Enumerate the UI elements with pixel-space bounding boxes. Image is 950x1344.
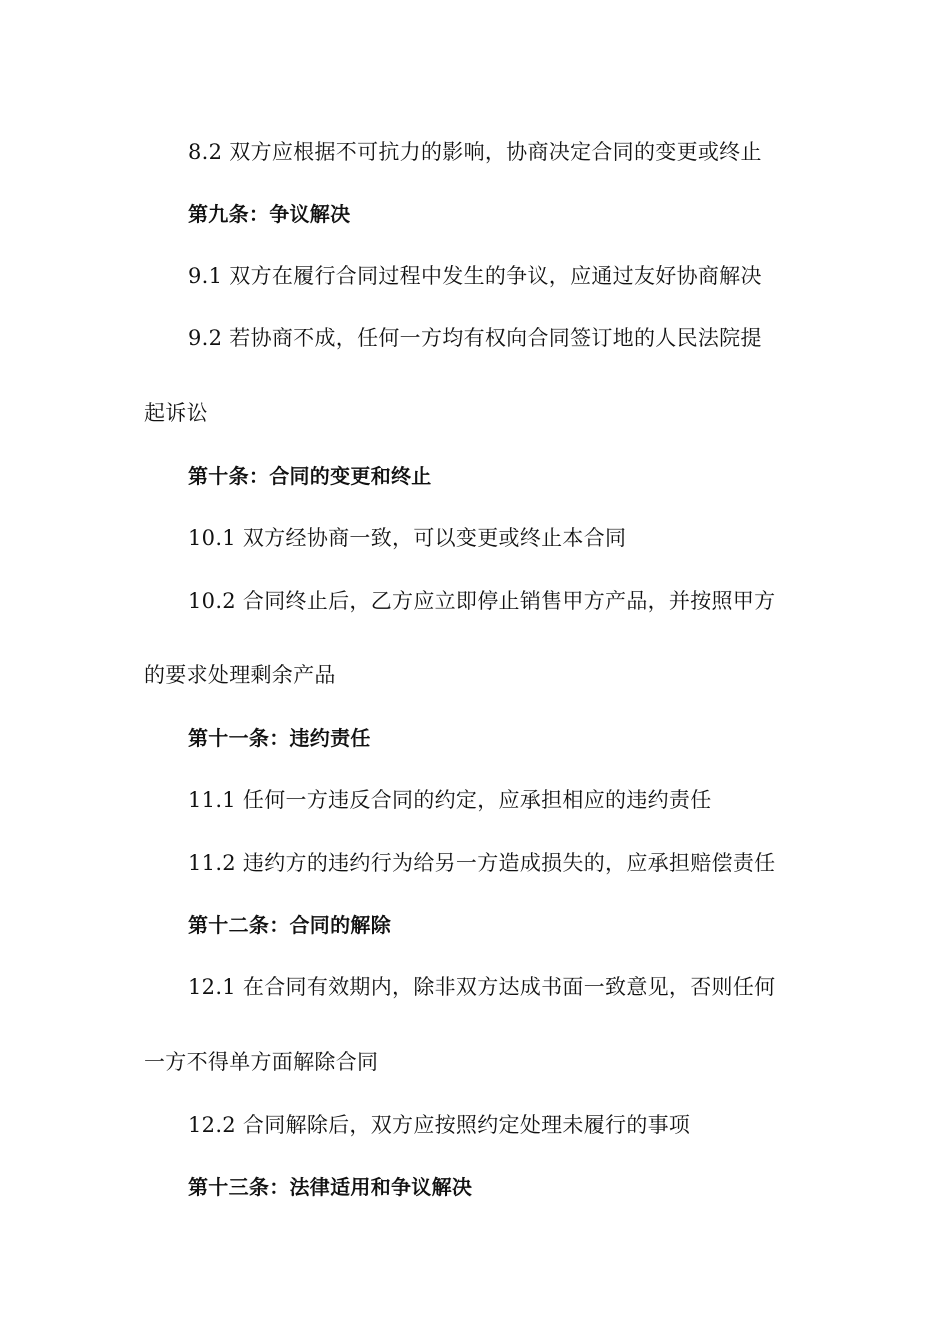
clause-9-2-continuation: 起诉讼	[144, 401, 208, 425]
clause-12-1-continuation: 一方不得单方面解除合同	[144, 1050, 379, 1074]
clause-9-1: 9.1 双方在履行合同过程中发生的争议，应通过友好协商解决	[188, 264, 762, 288]
article-11-heading: 第十一条：违约责任	[188, 726, 371, 750]
article-13-heading: 第十三条：法律适用和争议解决	[188, 1175, 473, 1199]
clause-11-1: 11.1 任何一方违反合同的约定，应承担相应的违约责任	[188, 788, 712, 812]
article-12-heading: 第十二条：合同的解除	[188, 913, 391, 937]
clause-9-2: 9.2 若协商不成，任何一方均有权向合同签订地的人民法院提	[188, 326, 762, 350]
clause-10-1: 10.1 双方经协商一致，可以变更或终止本合同	[188, 526, 627, 550]
clause-10-2-continuation: 的要求处理剩余产品	[144, 663, 336, 687]
article-9-heading: 第九条：争议解决	[188, 202, 351, 226]
clause-10-2: 10.2 合同终止后，乙方应立即停止销售甲方产品，并按照甲方	[188, 589, 776, 613]
clause-12-1: 12.1 在合同有效期内，除非双方达成书面一致意见，否则任何	[188, 975, 776, 999]
clause-12-2: 12.2 合同解除后，双方应按照约定处理未履行的事项	[188, 1113, 691, 1137]
article-10-heading: 第十条：合同的变更和终止	[188, 464, 432, 488]
clause-11-2: 11.2 违约方的违约行为给另一方造成损失的，应承担赔偿责任	[188, 851, 776, 875]
clause-8-2: 8.2 双方应根据不可抗力的影响，协商决定合同的变更或终止	[188, 140, 762, 164]
